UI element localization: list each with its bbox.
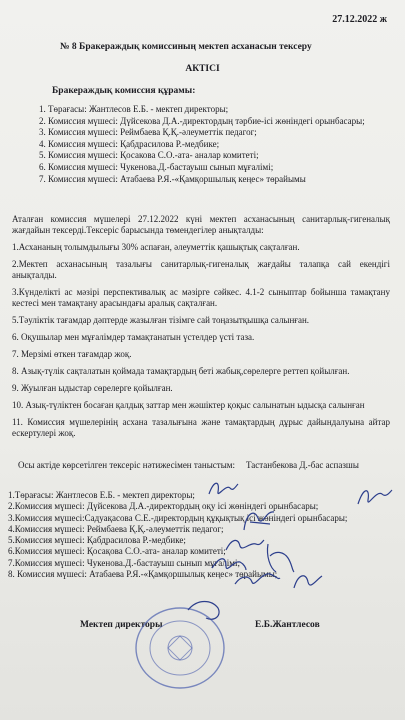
finding-item: 8. Азық-түлік сақталатын қоймада тамақтардың беті жабық,сөрелерге реттеп қойылған. [12, 366, 350, 376]
signature-item: 3.Комиссия мүшесі:Садуақасова С.Е.-директордың құқықтық ісі жөніндегі орынбасары; [8, 512, 348, 523]
finding-item: 11. Комиссия мүшелерінің асхана тазалығына және тамақтардың дұрыс дайындалуына айтар ескертулері жоқ. [12, 417, 390, 438]
document-title: № 8 Бракераждық комиссиның мектеп асханасын тексеру [60, 42, 312, 52]
finding-item: 6. Оқушылар мен мұғалімдер тамақтанатын үстелдер үсті таза. [12, 332, 255, 342]
acknowledgement-text: Осы актіде көрсетілген тексеріс нәтижесімен таныстым: [18, 460, 235, 470]
finding-item: 5.Тәуліктік тағамдар дәптерде жазылған тізімге сай тоңазытқышқа салынған. [12, 315, 310, 325]
finding-item: 2.Мектеп асханасының тазалығы санитарлық-гигеналық жағдайы талапқа сай екендігі анықталды. [12, 259, 390, 280]
handwritten-signature [206, 476, 240, 502]
signature-list [8, 490, 400, 580]
member-item: 6. Комиссия мүшесі: Чукенова.Д.-бастауыш сынып мұғалімі; [48, 162, 405, 174]
member-item: 1. Төрағасы: Жантлесов Е.Б. - мектеп директоры; [48, 104, 405, 116]
member-item: 7. Комиссия мүшесі: Атабаева Р.Я.-«Қамқоршылық кеңес» төрайымы [48, 174, 405, 186]
signature-item: 1.Төрағасы: Жантлесов Е.Б. - мектеп директоры; [8, 490, 195, 500]
stamp-seal-icon [118, 592, 248, 692]
finding-item: 9. Жуылған ыдыстар сөрелерге қойылған. [12, 383, 173, 393]
handwritten-signature [290, 568, 324, 594]
finding-item: 7. Мерзімі өткен тағамдар жоқ. [12, 349, 132, 359]
document-date: 27.12.2022 ж [332, 14, 387, 25]
signature-item: 5.Комиссия мүшесі: Қабдрасилова Р.-медбике; [8, 535, 186, 546]
signature-item: 4.Комиссия мүшесі: Реймбаева Қ.Қ.-әлеуметтік педагог; [8, 523, 224, 534]
member-item: 4. Комиссия мүшесі: Қабдрасилова Р.-медбике; [48, 139, 405, 151]
signature-item: 8. Комиссия мүшесі: Атабаева Р.Я.-«Қамқоршылық кеңес» төрайымы; [8, 569, 278, 580]
signature-item: 2.Комиссия мүшесі: Дүйсекова Д.А.-директордың оқу ісі жөніндегі орынбасары; [8, 501, 319, 512]
signature-item: 7.Комиссия мүшесі: Чукенова.Д.-бастауыш сынып мұғалімі; [8, 557, 240, 568]
composition-heading: Бракераждық комиссия құрамы: [52, 86, 196, 96]
member-item: 5. Комиссия мүшесі: Қосакова С.О.-ата- аналар комитеті; [48, 150, 405, 162]
director-label: Мектеп директоры [80, 620, 163, 630]
acknowledgement-person: Тастанбекова Д.-бас аспазшы [246, 460, 359, 470]
act-body [12, 214, 390, 445]
member-item: 2. Комиссия мүшесі: Дүйсекова Д.А.-директордың тәрбие-ісі жөніндегі орынбасары; [48, 116, 405, 128]
handwritten-signature [354, 484, 394, 512]
signature-item: 6.Комиссия мүшесі: Қосақова С.О.-ата- аналар комитеті; [8, 546, 226, 557]
handwritten-signature [232, 566, 282, 592]
finding-item: 3.Күнделікті ас мәзірі перспективалық ас мәзірге сәйкес. 4.1-2 сыныптар бойынша тамақтану кестесі мен тамақтану арасындағы аралық сақталған. [12, 287, 390, 308]
act-heading: АКТІСІ [185, 64, 220, 74]
finding-item: 1.Асхананың толымдылығы 30% аспаған, әлеуметтік қашықтық сақталған. [12, 242, 300, 252]
member-item: 3. Комиссия мүшесі: Реймбаева Қ.Қ.-әлеуметтік педагог; [48, 127, 405, 139]
intro-paragraph: Аталған комиссия мүшелері 27.12.2022 күні мектеп асханасының санитарлық-гигеналық жағдайын тексерді.Тексеріс барысында төмендегілер анықталды: [12, 214, 390, 235]
director-name: Е.Б.Жантлесов [255, 620, 320, 630]
finding-item: 10. Азық-түліктен босаған қалдық заттар мен жәшіктер қоқыс салынатын ыдысқа салынған [12, 400, 365, 410]
commission-members-list [34, 104, 405, 185]
acknowledgement-line [18, 460, 398, 470]
